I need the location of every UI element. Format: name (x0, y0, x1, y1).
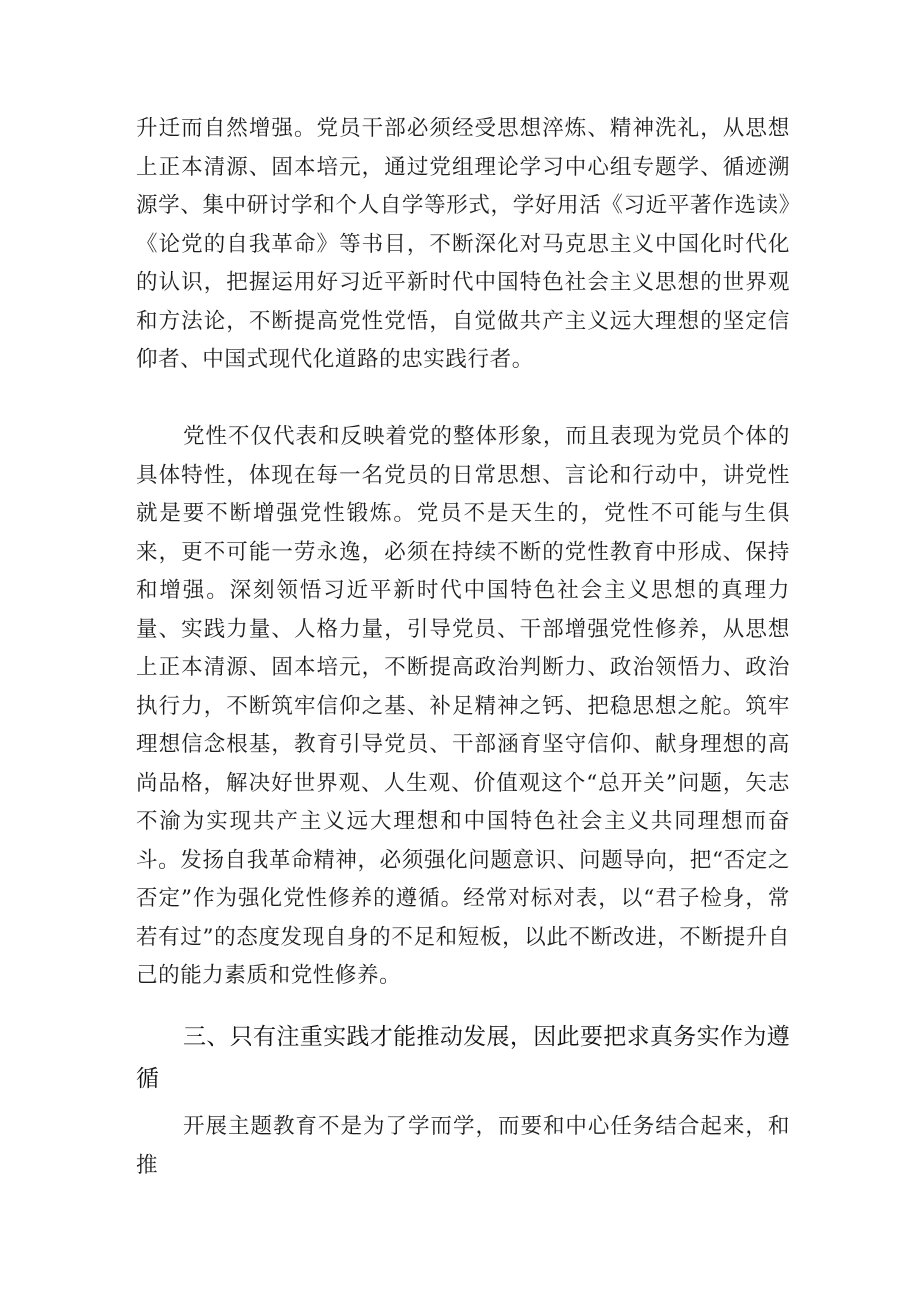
body-paragraph-1: 升迁而自然增强。党员干部必须经受思想淬炼、精神洗礼，从思想上正本清源、固本培元，通过党组理论学习中心组专题学、循迹溯源学、集中研讨学和个人自学等形式，学好用活《习近平著作选读》《论党的自我革命》等书目，不断深化对马克思主义中国化时代化的认识，把握运用好习近平新时代中国特色社会主义思想的世界观和方法论，不断提高党性党悟，自觉做共产主义远大理想的坚定信仰者、中国式现代化道路的忠实践行者。 (136, 116, 790, 372)
body-paragraph-3: 开展主题教育不是为了学而学，而要和中心任务结合起来，和推 (136, 1114, 790, 1178)
body-paragraph-2: 党性不仅代表和反映着党的整体形象，而且表现为党员个体的具体特性，体现在每一名党员的日常思想、言论和行动中，讲党性就是要不断增强党性锻炼。党员不是天生的，党性不可能与生俱来，更不可能一劳永逸，必须在持续不断的党性教育中形成、保持和增强。深刻领悟习近平新时代中国特色社会主义思想的真理力量、实践力量、人格力量，引导党员、干部增强党性修养，从思想上正本清源、固本培元，不断提高政治判断力、政治领悟力、政治执行力，不断筑牢信仰之基、补足精神之钙、把稳思想之舵。筑牢理想信念根基，教育引导党员、干部涵育坚守信仰、献身理想的高尚品格，解决好世界观、人生观、价值观这个“总开关”问题，矢志不渝为实现共产主义远大理想和中国特色社会主义共同理想而奋斗。发扬自我革命精神，必须强化问题意识、问题导向，把“否定之否定”作为强化党性修养的遵循。经常对标对表，以“君子检身，常若有过”的态度发现自身的不足和短板，以此不断改进，不断提升自己的能力素质和党性修养。 (136, 424, 790, 988)
section-heading: 三、只有注重实践才能推动发展，因此要把求真务实作为遵循 (136, 1024, 790, 1092)
